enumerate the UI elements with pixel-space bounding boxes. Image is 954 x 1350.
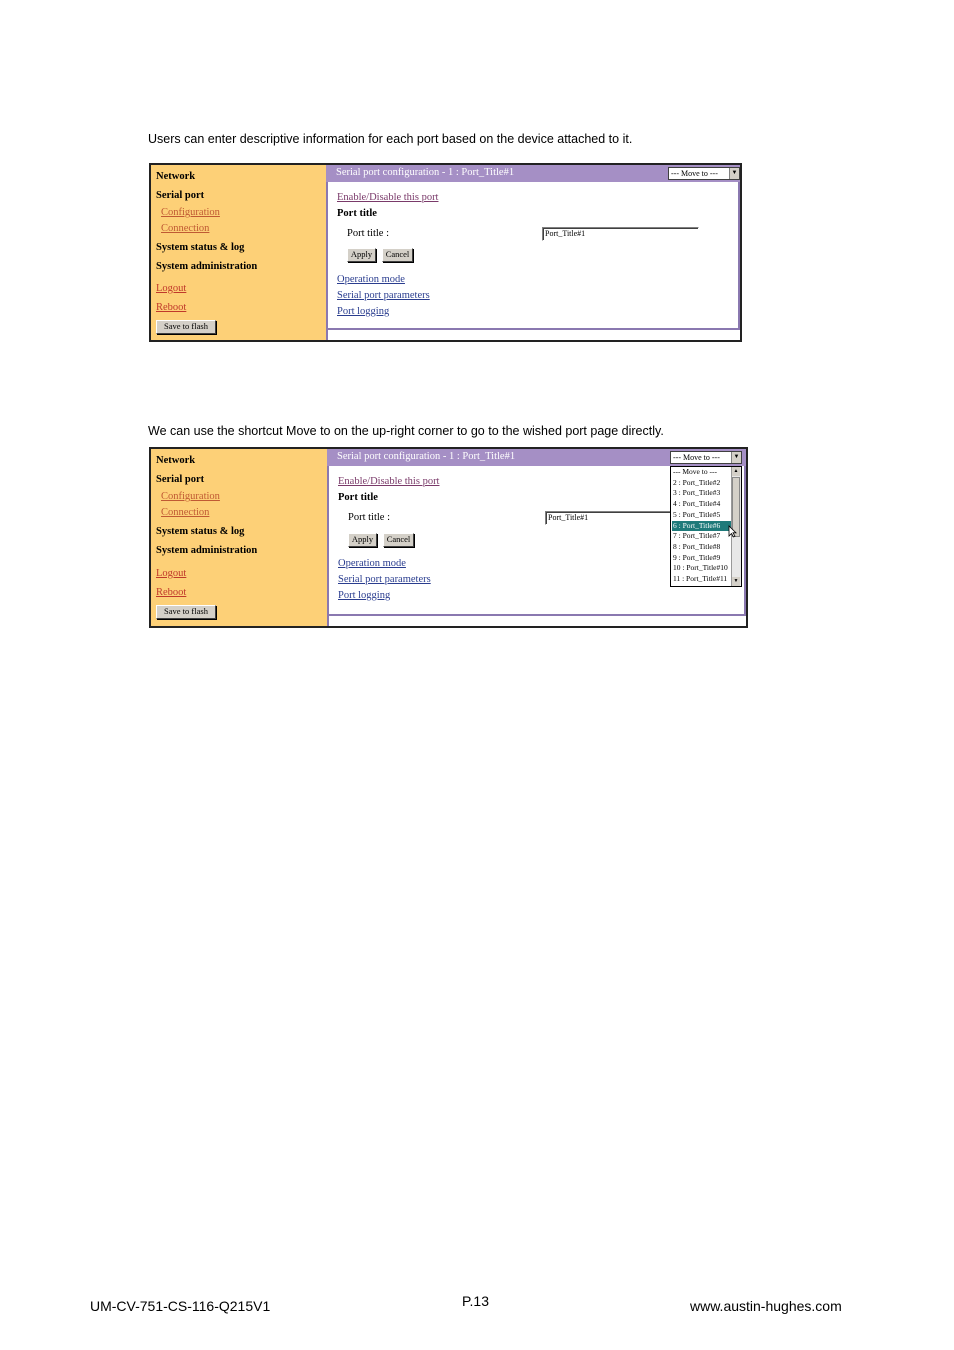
move-to-select[interactable] xyxy=(668,167,740,180)
sidebar-item-logout[interactable]: Logout xyxy=(156,568,187,579)
move-to-selected-value: --- Move to --- xyxy=(671,169,718,178)
caption-first: Users can enter descriptive information for each port based on the device attached to it. xyxy=(148,132,633,146)
port-title-label: Port title : xyxy=(348,512,390,523)
section-title: Port title xyxy=(337,208,377,219)
sidebar-item-connection[interactable]: Connection xyxy=(161,223,210,234)
scroll-up-icon[interactable]: ▲ xyxy=(733,469,739,474)
footer-page-number: P.13 xyxy=(462,1293,489,1309)
port-logging-link[interactable]: Port logging xyxy=(337,306,390,317)
sidebar-item-system-admin[interactable]: System administration xyxy=(156,261,258,272)
port-logging-link[interactable]: Port logging xyxy=(338,590,391,601)
sidebar xyxy=(151,449,327,626)
serial-port-parameters-link[interactable]: Serial port parameters xyxy=(337,290,430,301)
screenshot-move-to xyxy=(149,447,748,628)
move-to-option[interactable]: 8 : Port_Title#8 xyxy=(673,541,721,551)
apply-button[interactable]: Apply xyxy=(347,248,376,262)
sidebar-item-connection[interactable]: Connection xyxy=(161,507,210,518)
page-header xyxy=(326,165,740,182)
move-to-option[interactable]: 6 : Port_Title#6 xyxy=(672,521,731,532)
chevron-down-icon[interactable]: ▼ xyxy=(731,452,741,463)
save-to-flash-button[interactable]: Save to flash xyxy=(156,320,216,334)
move-to-option[interactable]: 2 : Port_Title#2 xyxy=(673,477,721,487)
port-title-input[interactable]: Port_Title#1 xyxy=(542,227,699,241)
screenshot-port-title xyxy=(149,163,742,342)
sidebar-item-network[interactable]: Network xyxy=(156,171,196,182)
sidebar-item-reboot[interactable]: Reboot xyxy=(156,587,187,598)
sidebar-item-network[interactable]: Network xyxy=(156,455,196,466)
sidebar-item-serial-port[interactable]: Serial port xyxy=(156,474,205,485)
port-title-input[interactable]: Port_Title#1 xyxy=(545,511,702,525)
sidebar-item-system-admin[interactable]: System administration xyxy=(156,545,258,556)
sidebar-item-configuration[interactable]: Configuration xyxy=(161,491,220,502)
page-header xyxy=(327,449,746,466)
port-title-label: Port title : xyxy=(347,228,389,239)
mouse-cursor-icon xyxy=(728,525,737,538)
move-to-option[interactable]: 10 : Port_Title#10 xyxy=(673,563,728,573)
sidebar-item-configuration[interactable]: Configuration xyxy=(161,207,220,218)
save-to-flash-button[interactable]: Save to flash xyxy=(156,605,216,619)
main-panel xyxy=(326,165,740,340)
enable-disable-link[interactable]: Enable/Disable this port xyxy=(338,476,440,487)
sidebar-item-serial-port[interactable]: Serial port xyxy=(156,190,205,201)
page-title: Serial port configuration - 1 : Port_Title#1 xyxy=(336,167,515,178)
caption-second: We can use the shortcut Move to on the up-right corner to go to the wished port page directly. xyxy=(148,424,664,438)
sidebar-item-system-status[interactable]: System status & log xyxy=(156,242,245,253)
operation-mode-link[interactable]: Operation mode xyxy=(337,274,405,285)
footer-doc-code: UM-CV-751-CS-116-Q215V1 xyxy=(90,1298,271,1314)
footer-website: www.austin-hughes.com xyxy=(690,1298,842,1314)
sidebar-item-system-status[interactable]: System status & log xyxy=(156,526,245,537)
move-to-option[interactable]: --- Move to --- xyxy=(673,467,717,476)
operation-mode-link[interactable]: Operation mode xyxy=(338,558,406,569)
sidebar xyxy=(151,165,326,340)
enable-disable-link[interactable]: Enable/Disable this port xyxy=(337,192,439,203)
move-to-select[interactable] xyxy=(670,451,742,464)
move-to-option[interactable]: 11 : Port_Title#11 xyxy=(673,574,728,583)
cancel-button[interactable]: Cancel xyxy=(382,248,413,262)
move-to-option[interactable]: 4 : Port_Title#4 xyxy=(673,499,721,509)
cancel-button[interactable]: Cancel xyxy=(383,533,414,547)
sidebar-item-logout[interactable]: Logout xyxy=(156,283,187,294)
move-to-option[interactable]: 7 : Port_Title#7 xyxy=(673,531,721,541)
move-to-option[interactable]: 9 : Port_Title#9 xyxy=(673,552,721,562)
move-to-selected-value: --- Move to --- xyxy=(673,453,720,462)
move-to-option[interactable]: 3 : Port_Title#3 xyxy=(673,488,721,498)
chevron-down-icon[interactable]: ▼ xyxy=(729,168,739,179)
apply-button[interactable]: Apply xyxy=(348,533,377,547)
serial-port-parameters-link[interactable]: Serial port parameters xyxy=(338,574,431,585)
page-title: Serial port configuration - 1 : Port_Title#1 xyxy=(337,451,516,462)
scroll-down-icon[interactable]: ▼ xyxy=(733,579,739,584)
section-title: Port title xyxy=(338,492,378,503)
move-to-option[interactable]: 5 : Port_Title#5 xyxy=(673,509,721,519)
main-panel xyxy=(327,449,746,626)
sidebar-item-reboot[interactable]: Reboot xyxy=(156,302,187,313)
